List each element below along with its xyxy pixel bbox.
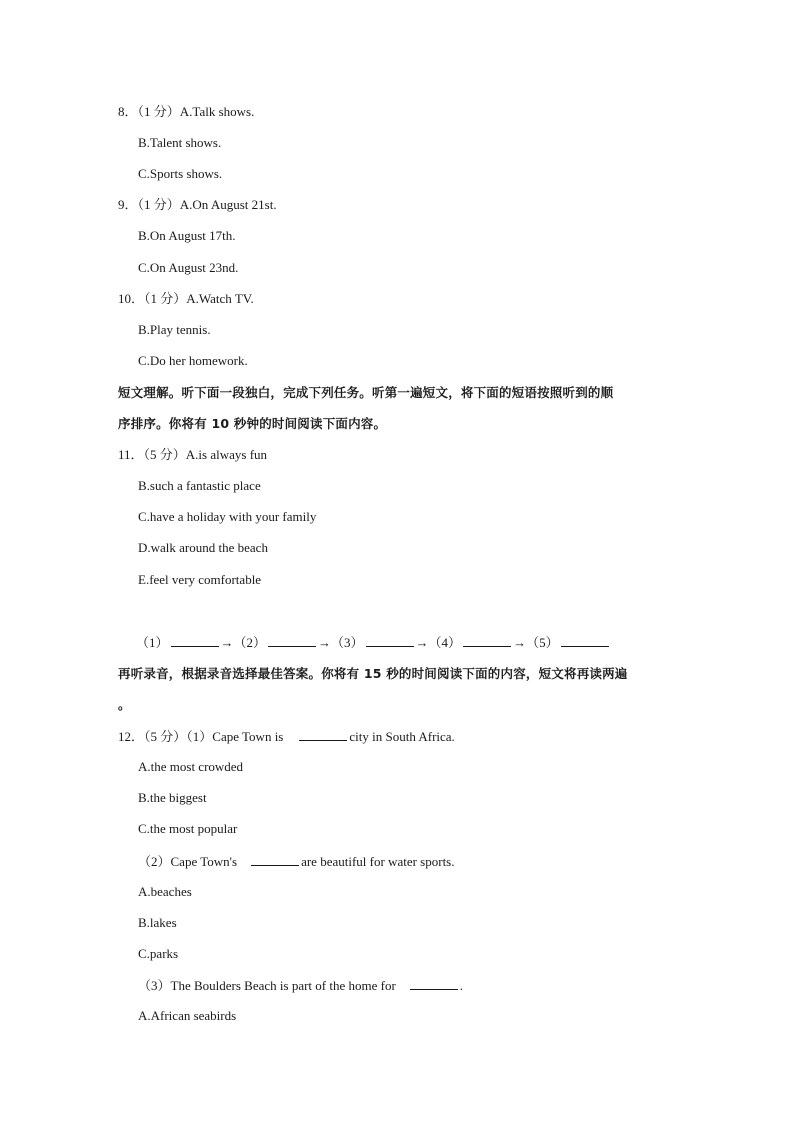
sub-question-text: Cape Town is <box>212 729 284 744</box>
sub-question-3 <box>138 977 463 994</box>
question-number: 9． <box>118 197 138 212</box>
order-label-2: （2） <box>233 635 267 650</box>
option-c: C.On August 23nd. <box>138 260 239 275</box>
section-instruction-line-1: 短文理解。听下面一段独白，完成下列任务。听第一遍短文，将下面的短语按照听到的顺 <box>118 385 614 400</box>
arrow: → <box>415 635 429 650</box>
option-a: A.African seabirds <box>138 1008 237 1023</box>
question-9 <box>118 197 277 213</box>
option-e: E.feel very comfortable <box>138 572 262 587</box>
option-c: C.have a holiday with your family <box>138 509 317 524</box>
option-c: C.Sports shows. <box>138 166 223 181</box>
arrow: → <box>513 635 527 650</box>
option-b: B.such a fantastic place <box>138 478 261 493</box>
answer-blank-3[interactable] <box>366 634 414 647</box>
question-11 <box>118 447 267 463</box>
section-instruction-line-2: 序排序。你将有 10 秒钟的时间阅读下面内容。 <box>118 416 387 431</box>
sub-question-text: The Boulders Beach is part of the home for <box>170 978 396 993</box>
ordering-answer-row <box>136 634 611 651</box>
sub-question-2 <box>138 853 455 870</box>
question-number: 10． <box>118 291 145 306</box>
option-a: A.beaches <box>138 884 192 899</box>
question-10 <box>118 291 254 307</box>
option-a: A.Talk shows. <box>179 104 255 119</box>
order-label-3: （3） <box>331 635 364 650</box>
question-score: （1 分） <box>137 104 180 119</box>
option-a: A.is always fun <box>185 447 268 462</box>
option-b: B.Play tennis. <box>138 322 211 337</box>
option-d: D.walk around the beach <box>138 540 268 555</box>
sub-question-text: Cape Town's <box>170 854 238 869</box>
sub-question-text: . <box>459 978 464 993</box>
answer-blank[interactable] <box>410 977 458 990</box>
question-score: （5 分） <box>144 729 187 744</box>
option-b: B.lakes <box>138 915 177 930</box>
option-c: C.Do her homework. <box>138 353 248 368</box>
sub-question-label: （1） <box>186 729 213 744</box>
sub-question-text: are beautiful for water sports. <box>301 854 455 869</box>
option-a: A.On August 21st. <box>179 197 277 212</box>
section-instruction-line-1: 再听录音，根据录音选择最佳答案。你将有 15 秒的时间阅读下面的内容，短文将再读两遍 <box>118 666 628 681</box>
option-c: C.parks <box>138 946 179 961</box>
question-8 <box>118 104 254 120</box>
answer-blank[interactable] <box>251 853 299 866</box>
section-instruction-line-2: 。 <box>118 697 131 712</box>
arrow: → <box>318 635 332 650</box>
arrow: → <box>220 635 234 650</box>
question-12 <box>118 728 455 745</box>
answer-blank[interactable] <box>299 728 347 741</box>
answer-blank-5[interactable] <box>561 634 609 647</box>
question-score: （5 分） <box>143 447 186 462</box>
sub-question-label: （2） <box>138 854 171 869</box>
answer-blank-1[interactable] <box>171 634 219 647</box>
option-b: B.the biggest <box>138 790 207 805</box>
option-a: A.the most crowded <box>138 759 244 774</box>
sub-question-text: city in South Africa. <box>349 729 455 744</box>
question-number: 8． <box>118 104 138 119</box>
answer-blank-4[interactable] <box>463 634 511 647</box>
question-number: 11． <box>118 447 144 462</box>
answer-blank-2[interactable] <box>268 634 316 647</box>
option-b: B.Talent shows. <box>138 135 222 150</box>
order-label-1: （1） <box>136 635 169 650</box>
order-label-4: （4） <box>428 635 462 650</box>
option-a: A.Watch TV. <box>186 291 254 306</box>
question-score: （1 分） <box>137 197 180 212</box>
question-number: 12． <box>118 729 145 744</box>
option-b: B.On August 17th. <box>138 228 236 243</box>
sub-question-label: （3） <box>138 978 171 993</box>
order-label-5: （5） <box>526 635 559 650</box>
option-c: C.the most popular <box>138 821 238 836</box>
question-score: （1 分） <box>144 291 187 306</box>
